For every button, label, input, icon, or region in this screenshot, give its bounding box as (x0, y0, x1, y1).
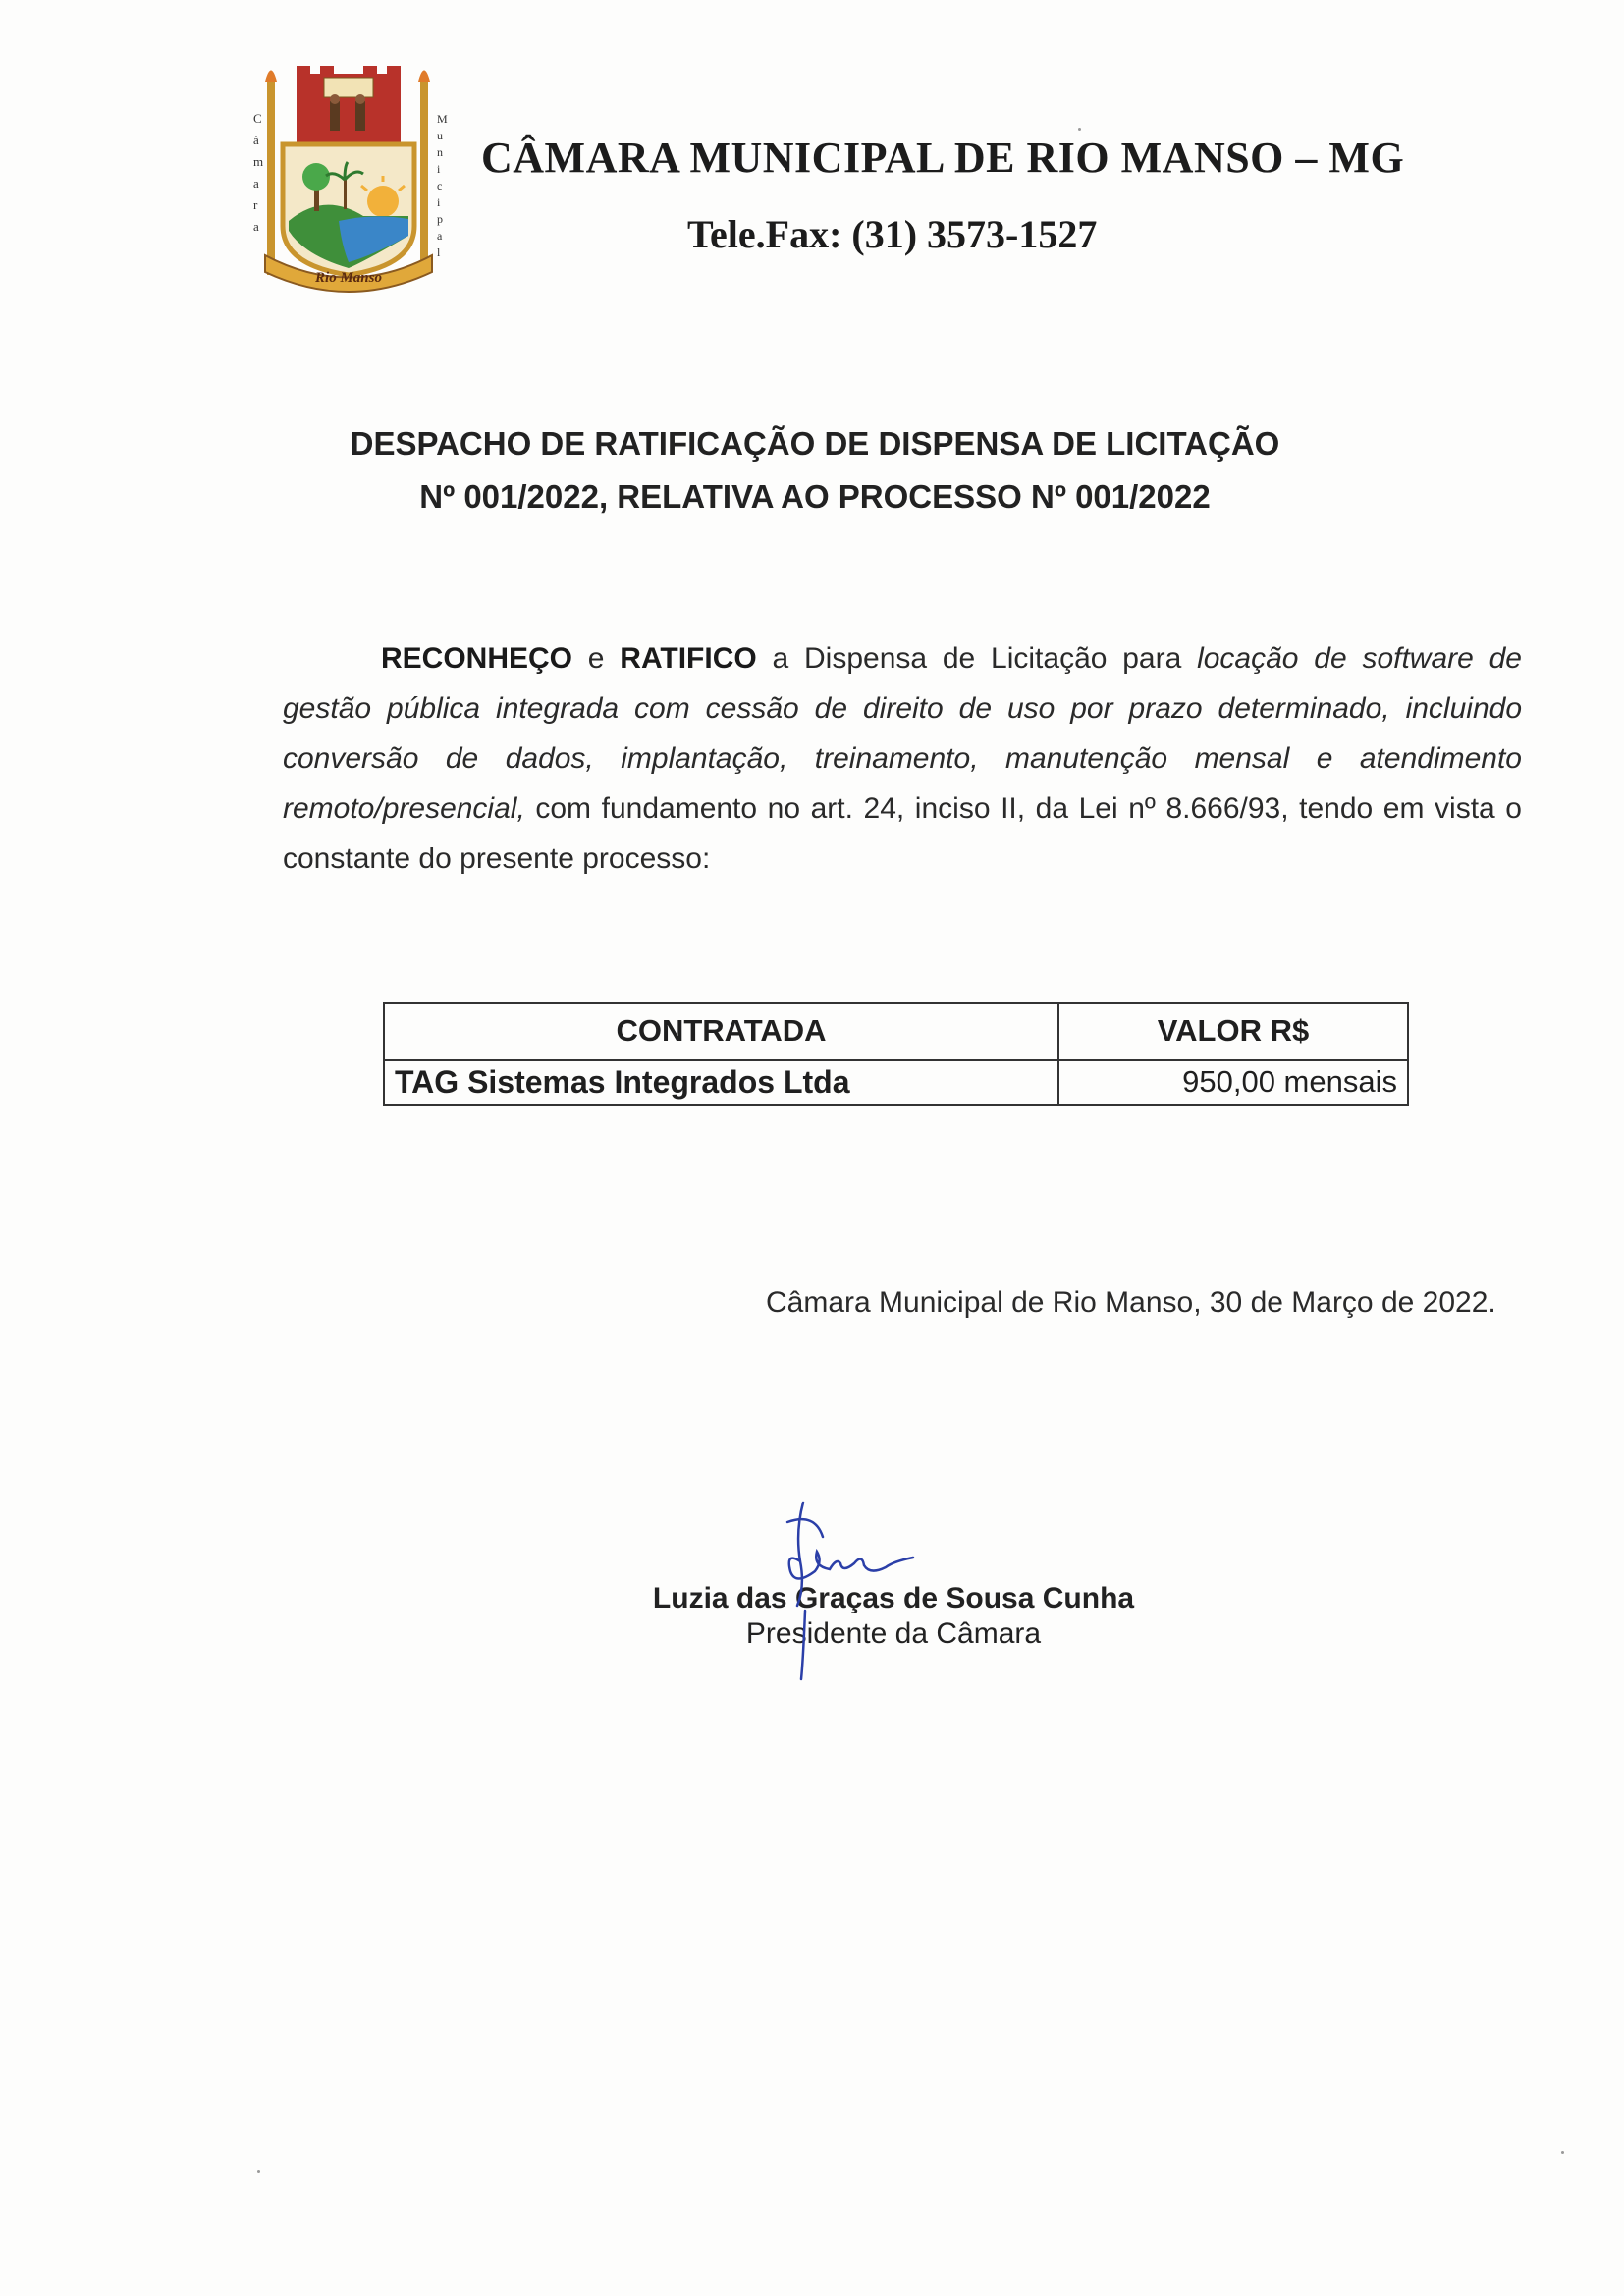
scan-speck (257, 2170, 260, 2173)
municipal-crest-logo (245, 54, 452, 295)
contract-table (383, 1002, 1409, 1106)
signer-role: Presidente da Câmara (745, 1617, 1042, 1650)
table-row (384, 1060, 1408, 1105)
scan-speck (1561, 2151, 1564, 2154)
document-title (295, 417, 1335, 523)
signer-name: Luzia das Graças de Sousa Cunha (652, 1582, 1135, 1614)
organization-phone: Tele.Fax: (31) 3573-1527 (687, 212, 1098, 256)
table-header-row (384, 1003, 1408, 1060)
body-ratify-word: RATIFICO (620, 642, 757, 675)
title-line-1: DESPACHO DE RATIFICAÇÃO DE DISPENSA DE LICITAÇÃO (350, 425, 1280, 462)
body-paragraph (283, 633, 1522, 884)
body-recognize-word: RECONHEÇO (381, 642, 573, 675)
contracted-company: TAG Sistemas Integrados Ltda (384, 1060, 1058, 1105)
handwritten-signature (746, 1493, 943, 1689)
body-text-part-2: com fundamento no art. 24, inciso II, da Lei nº 8.666/93, tendo em vista o constante do presente processo: (283, 793, 1522, 875)
crest-left-letters: C â m a r a (253, 111, 264, 234)
scan-speck (1078, 128, 1081, 131)
organization-name: CÂMARA MUNICIPAL DE RIO MANSO – MG (481, 134, 1405, 182)
body-text-part-1: a Dispensa de Licitação para (756, 642, 1198, 675)
body-object-description: locação de software de gestão pública integrada com cessão de direito de uso por prazo determinado, incluindo conversão de dados, implantação, treinamento, manutenção mensal e atendimento remoto/presencial, (283, 642, 1522, 825)
crest-right-letters: M u n i c i p a l (437, 112, 448, 259)
contract-value: 950,00 mensais (1058, 1060, 1408, 1105)
place-and-date: Câmara Municipal de Rio Manso, 30 de Março de 2022. (766, 1286, 1496, 1319)
header-contratada: CONTRATADA (384, 1003, 1058, 1060)
crest-banner-text: Rio Manso (315, 270, 382, 286)
body-conjunction: e (572, 642, 621, 675)
header-valor: VALOR R$ (1058, 1003, 1408, 1060)
title-line-2: Nº 001/2022, RELATIVA AO PROCESSO Nº 001/2022 (419, 478, 1211, 515)
